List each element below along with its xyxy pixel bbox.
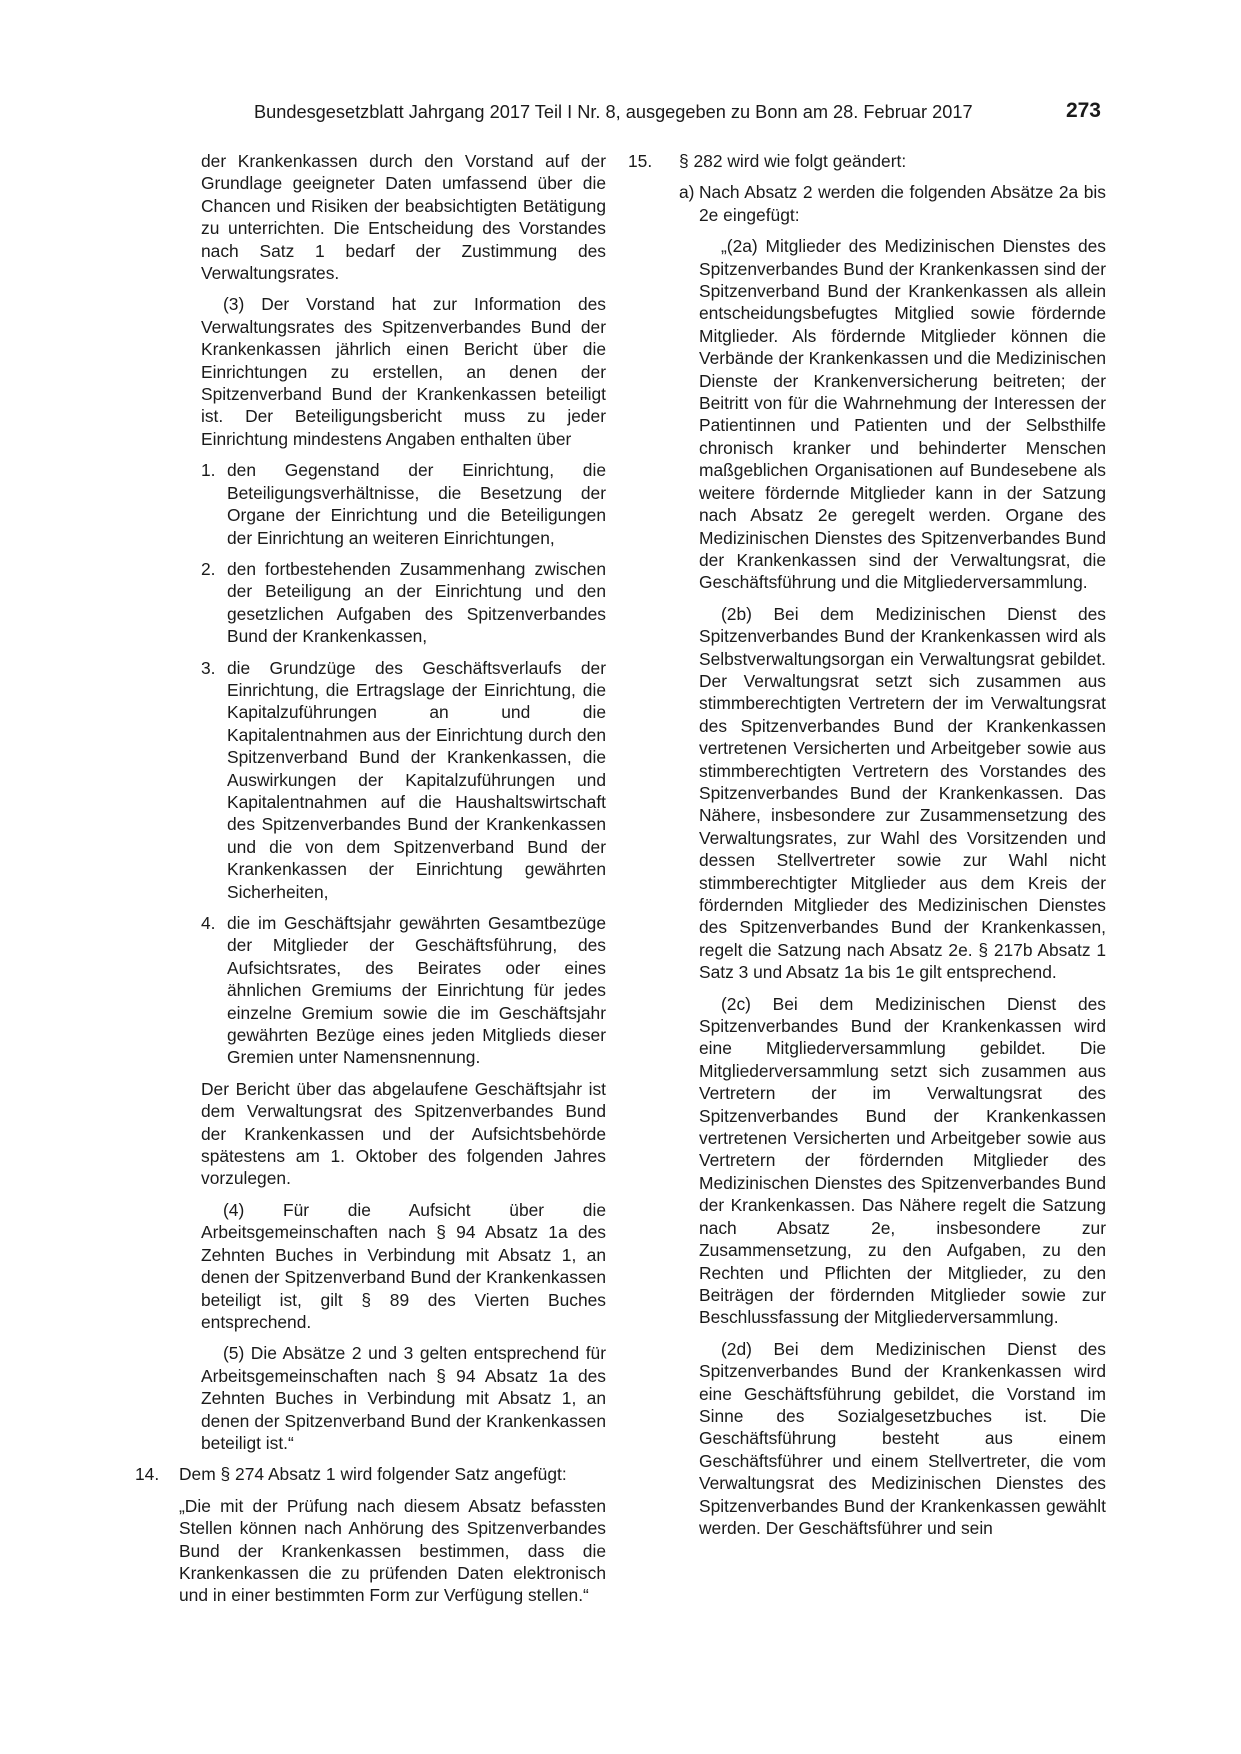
amendment-quote: „Die mit der Prüfung nach diesem Absatz befassten Stellen können nach Anhörung des Spitzenverbandes Bund der Krankenkassen bestimmen, dass die Krankenkassen die zu prüfenden Daten elektronisch und in einer bestimmten Form zur Verfügung stellen.“ bbox=[179, 1495, 606, 1606]
list-item-text: die im Geschäftsjahr gewährten Gesamtbezüge der Mitglieder der Geschäftsführung, des Aufsichtsrates, des Beirates oder eines ähnlichen Gremiums der Einrichtung für jedes einzelne Gremium sowie die im Geschäftsjahr gewährten Bezüge eines jeden Mitglieds dieser Gremien unter Namensnennung. bbox=[227, 913, 606, 1068]
amendment-item-15 bbox=[628, 150, 1106, 172]
paragraph-4: (4) Für die Aufsicht über die Arbeitsgemeinschaften nach § 94 Absatz 1a des Zehnten Buches in Verbindung mit Absatz 1, an denen der Spitzenverband Bund der Krankenkassen beteiligt ist, gilt § 89 des Vierten Buches entsprechend. bbox=[201, 1199, 606, 1332]
amendment-text: Dem § 274 Absatz 1 wird folgender Satz angefügt: bbox=[179, 1464, 567, 1485]
list-item-text: den fortbestehenden Zusammenhang zwischen der Beteiligung an der Einrichtung und den gesetzlichen Aufgaben des Spitzenverbandes Bund der Krankenkassen, bbox=[227, 558, 606, 647]
running-title: Bundesgesetzblatt Jahrgang 2017 Teil I Nr. 8, ausgegeben zu Bonn am 28. Februar 2017 bbox=[254, 102, 973, 122]
paragraph-5: (5) Die Absätze 2 und 3 gelten entsprechend für Arbeitsgemeinschaften nach § 94 Absatz 1a des Zehnten Buches in Verbindung mit Absatz 1, an denen der Spitzenverband Bund der Krankenkassen beteiligt ist.“ bbox=[201, 1343, 606, 1453]
list-item-text: die Grundzüge des Geschäftsverlaufs der Einrichtung, die Ertragslage der Einrichtung, die Kapitalzuführungen an und die Kapitalentnahmen aus der Einrichtung durch den Spitzenverband Bund der Krankenkassen, die Auswirkungen der Kapitalzuführungen und Kapitalentnahmen auf die Haushaltswirtschaft des Spitzenverbandes Bund der Krankenkassen und die von dem Spitzenverband Bund der Krankenkassen der Einrichtung gewährten Sicherheiten, bbox=[227, 657, 606, 902]
paragraph-2d: (2d) Bei dem Medizinischen Dienst des Spitzenverbandes Bund der Krankenkassen wird eine Geschäftsführung gebildet, die Vorstand im Sinne des Sozialgesetzbuches ist. Die Geschäftsführung besteht aus einem Geschäftsführer und einem Stellvertreter, die vom Verwaltungsrat des Medizinischen Dienstes des Spitzenverbandes Bund der Krankenkassen gewählt werden. Der Geschäftsführer und sein bbox=[699, 1338, 1106, 1538]
list-item bbox=[135, 657, 606, 903]
list-item bbox=[135, 912, 606, 1069]
amendment-number: 15. bbox=[628, 151, 653, 171]
list-item-number: 3. bbox=[201, 657, 216, 678]
continuation-paragraph: der Krankenkassen durch den Vorstand auf der Grundlage geeigneter Daten umfassend über die Chancen und Risiken der beabsichtigten Betätigung zu unterrichten. Die Entscheidung des Vorstandes nach Satz 1 bedarf der Zustimmung des Verwaltungsrates. bbox=[201, 151, 606, 284]
list-item-text: den Gegenstand der Einrichtung, die Beteiligungsverhältnisse, die Besetzung der Organe der Einrichtung und die Beteiligungen der Einrichtung an weiteren Einrichtungen, bbox=[227, 460, 606, 548]
amendment-item-14 bbox=[135, 1463, 606, 1485]
paragraph-2a: „(2a) Mitglieder des Medizinischen Dienstes des Spitzenverbandes Bund der Krankenkassen sind der Spitzenverband Bund der Krankenkassen als allein entscheidungsbefugtes Mitglied sowie fördernde Mitglieder. Als fördernde Mitglieder können die Verbände der Krankenkassen und die Medizinischen Dienste der Krankenversicherung beitreten; der Beitritt von für die Wahrnehmung der Interessen der Patientinnen und Patienten und der Selbsthilfe chronisch kranker und behinderter Menschen maßgeblichen Organisationen auf Bundesebene als weitere fördernde Mitglieder kann in der Satzung nach Absatz 2e geregelt werden. Organe des Medizinischen Dienstes des Spitzenverbandes Bund der Krankenkassen sind der Verwaltungsrat, die Geschäftsführung und die Mitgliederversammlung. bbox=[699, 236, 1106, 593]
list-item bbox=[135, 558, 606, 648]
sub-item-text: Nach Absatz 2 werden die folgenden Absätze 2a bis 2e eingefügt: bbox=[699, 182, 1106, 225]
left-column bbox=[135, 150, 606, 1616]
report-paragraph: Der Bericht über das abgelaufene Geschäftsjahr ist dem Verwaltungsrat des Spitzenverbandes Bund der Krankenkassen und der Aufsichtsbehörde spätestens am 1. Oktober des folgenden Jahres vorzulegen. bbox=[201, 1078, 606, 1189]
right-column bbox=[628, 150, 1106, 1548]
list-item-number: 2. bbox=[201, 558, 216, 579]
paragraph-2c: (2c) Bei dem Medizinischen Dienst des Spitzenverbandes Bund der Krankenkassen wird eine Mitgliederversammlung gebildet. Die Mitgliederversammlung setzt sich zusammen aus Vertretern der im Verwaltungsrat des Spitzenverbandes Bund der Krankenkassen vertretenen Versicherten und Arbeitgeber sowie aus Vertretern der fördernden Mitglieder des Medizinischen Dienstes des Spitzenverbandes Bund der Krankenkassen. Das Nähere regelt die Satzung nach Absatz 2e, insbesondere zur Zusammensetzung, zu den Aufgaben, zu den Rechten und Pflichten der Mitglieder, zu den Beiträgen der fördernden Mitglieder sowie zur Beschlussfassung der Mitgliederversammlung. bbox=[699, 993, 1106, 1328]
page-number: 273 bbox=[1065, 99, 1101, 122]
paragraph-3: (3) Der Vorstand hat zur Information des Verwaltungsrates des Spitzenverbandes Bund der Krankenkassen jährlich einen Bericht über die Einrichtungen zu erstellen, an denen der Spitzenverband Bund der Krankenkassen beteiligt ist. Der Beteiligungsbericht muss zu jeder Einrichtung mindestens Angaben enthalten über bbox=[201, 294, 606, 449]
list-item-number: 4. bbox=[201, 913, 216, 933]
list-item-number: 1. bbox=[201, 460, 216, 481]
page-header bbox=[0, 100, 1241, 126]
paragraph-2b: (2b) Bei dem Medizinischen Dienst des Spitzenverbandes Bund der Krankenkassen wird als Selbstverwaltungsorgan ein Verwaltungsrat gebildet. Der Verwaltungsrat setzt sich zusammen aus stimmberechtigten Vertretern der im Verwaltungsrat des Spitzenverbandes Bund der Krankenkassen vertretenen Versicherten und Arbeitgeber sowie aus stimmberechtigten Vertretern des Vorstandes des Spitzenverbandes Bund der Krankenkassen. Das Nähere, insbesondere zur Zusammensetzung des Verwaltungsrates, zur Wahl des Vorsitzenden und dessen Stellvertreter sowie zur Wahl nicht stimmberechtigter Mitglieder aus dem Kreis der fördernden Mitglieder des Medizinischen Dienstes des Spitzenverbandes Bund der Krankenkassen, regelt die Satzung nach Absatz 2e. § 217b Absatz 1 Satz 3 und Absatz 1a bis 1e gilt entsprechend. bbox=[699, 603, 1106, 983]
amendment-text: § 282 wird wie folgt geändert: bbox=[679, 151, 907, 171]
sub-item-a bbox=[628, 181, 1106, 226]
sub-item-letter: a) bbox=[679, 182, 695, 203]
amendment-number: 14. bbox=[135, 1464, 160, 1485]
list-item bbox=[135, 459, 606, 549]
